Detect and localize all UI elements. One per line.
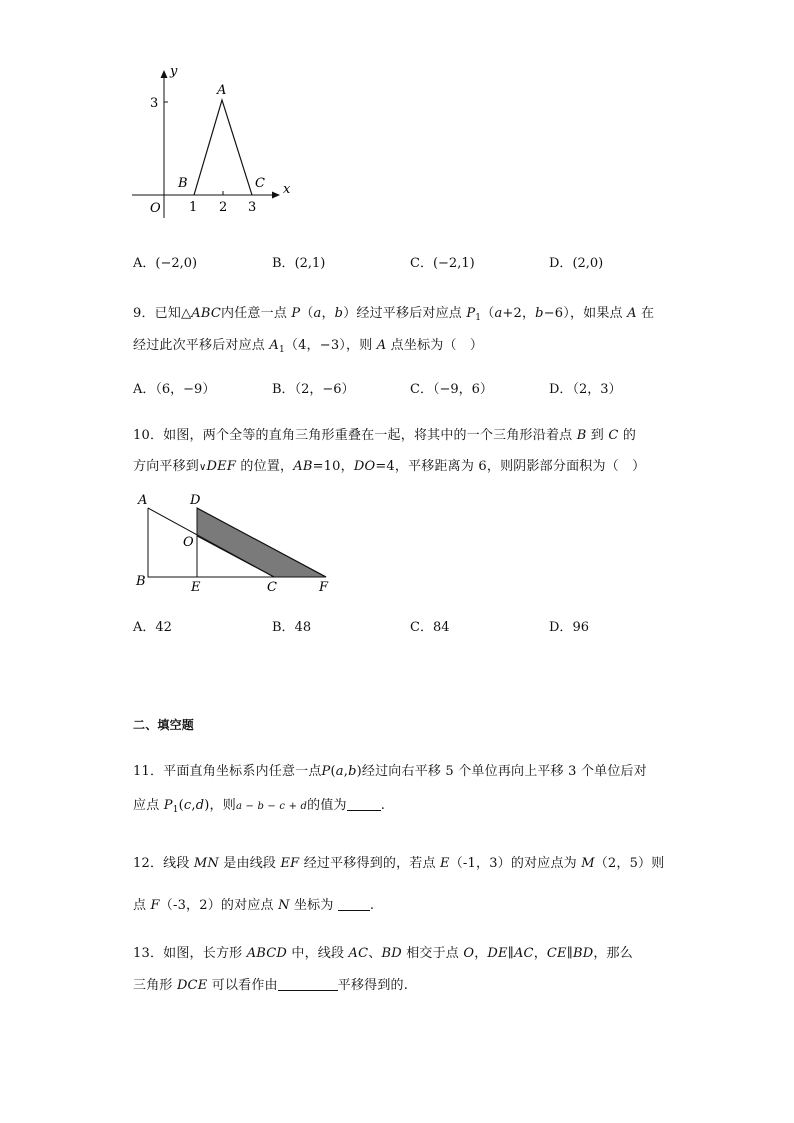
text-fragment: . (380, 798, 386, 813)
q8-option-a[interactable] (133, 252, 197, 271)
label-point-c: C (255, 176, 265, 191)
q8-option-b-text: (2,1) (294, 256, 326, 271)
text-fragment: 坐标为 (289, 898, 338, 913)
text-fragment: DCE (176, 978, 208, 993)
text-fragment: ( (178, 798, 184, 813)
text-fragment: b (535, 306, 544, 321)
text-fragment: 96 (572, 620, 589, 635)
text-fragment: 点坐标为（ ） (386, 338, 484, 353)
q8-option-c[interactable] (410, 252, 475, 271)
q10-option-a[interactable] (133, 616, 172, 635)
text-fragment: A (376, 338, 387, 353)
text-fragment: b (348, 764, 357, 779)
text-fragment: AC (513, 946, 534, 961)
text-fragment: 1 (278, 345, 285, 355)
text-fragment: C (608, 428, 619, 443)
text-fragment: ) (204, 798, 210, 813)
text-fragment: 应点 (133, 798, 164, 813)
label-tick-x1: 1 (189, 200, 198, 215)
text-fragment: =10， (312, 459, 354, 474)
text-fragment: ∨ (199, 462, 207, 473)
label-d: D (190, 493, 201, 508)
text-fragment: c (183, 798, 192, 813)
text-fragment: 内任意一点 (221, 306, 292, 321)
text-fragment: 、 (368, 946, 382, 961)
text-fragment: AB (293, 459, 313, 474)
text-fragment: M (581, 856, 595, 871)
text-fragment: A (269, 338, 279, 353)
q11-stem-line2 (133, 794, 385, 815)
text-fragment: P (163, 798, 173, 813)
label-tick-x3: 3 (248, 200, 257, 215)
text-fragment: ，则 (209, 798, 236, 813)
text-fragment: ）经过平移后对应点 (343, 306, 467, 321)
q13-answer-blank[interactable] (278, 978, 338, 991)
text-fragment: 是由线段 (218, 856, 281, 871)
text-fragment: BD (572, 946, 594, 961)
text-fragment: 经过向右平移 5 个单位再向上平移 3 个单位后对 (361, 764, 647, 779)
q13-stem-line1 (133, 942, 633, 961)
q10-option-b[interactable] (272, 616, 311, 635)
label-point-a: A (217, 83, 227, 98)
text-fragment: D． (549, 620, 573, 635)
q9-option-b[interactable] (272, 378, 355, 397)
text-fragment: B (576, 428, 587, 443)
x-axis-arrow (272, 192, 280, 199)
text-fragment: AC (348, 946, 369, 961)
q8-option-d-letter: D． (549, 256, 573, 271)
y-axis-arrow (161, 70, 168, 78)
text-fragment: ABC (191, 306, 222, 321)
label-e: E (191, 580, 201, 595)
text-fragment: N (278, 898, 290, 913)
q8-option-b[interactable] (272, 252, 325, 271)
label-point-b: B (178, 176, 188, 191)
q11-stem-line1 (133, 760, 647, 779)
text-fragment: 10．如图，两个全等的直角三角形重叠在一起，将其中的一个三角形沿着点 (133, 428, 577, 443)
text-fragment: 中，线段 (287, 946, 349, 961)
label-y: y (170, 64, 178, 79)
q10-option-c[interactable] (410, 616, 450, 635)
text-fragment: C． (410, 620, 433, 635)
text-fragment: 经过此次平移后对应点 (133, 338, 270, 353)
q8-option-d[interactable] (549, 252, 603, 271)
q9-option-c[interactable] (410, 378, 493, 397)
text-fragment: 9．已知△ (133, 306, 192, 321)
text-fragment: 相交于点 (401, 946, 464, 961)
text-fragment: B． (272, 620, 295, 635)
section-heading: 二、填空题 (133, 718, 195, 732)
text-fragment: 平移得到的. (337, 978, 409, 993)
text-fragment: F (150, 898, 160, 913)
q12-answer-blank[interactable] (338, 898, 370, 911)
text-fragment: C． (410, 382, 433, 397)
text-fragment: ∥ (507, 946, 514, 961)
text-fragment: DE (487, 946, 508, 961)
text-fragment: 1 (475, 313, 482, 323)
text-fragment: （-3，2）的对应点 (159, 898, 279, 913)
text-fragment: 三角形 (133, 978, 177, 993)
q12-stem-line1 (133, 852, 664, 871)
text-fragment: 点 (133, 898, 151, 913)
text-fragment: a (313, 306, 322, 321)
text-fragment: −6），如果点 (543, 306, 628, 321)
text-fragment: E (440, 856, 450, 871)
text-fragment: EF (280, 856, 300, 871)
text-fragment: A． (133, 382, 156, 397)
text-fragment: ) (356, 764, 362, 779)
text-fragment: =4，平移距离为 6，则阴影部分面积为（ ） (375, 459, 646, 474)
text-fragment: P (466, 306, 476, 321)
q10-stem-line2 (133, 455, 645, 474)
text-fragment: （ (300, 306, 314, 321)
text-fragment: O (463, 946, 475, 961)
q9-stem-line1 (133, 302, 654, 323)
q10-option-d[interactable] (549, 616, 589, 635)
text-fragment: . (369, 898, 375, 913)
q9-option-a[interactable] (133, 378, 215, 397)
text-fragment: a (494, 306, 503, 321)
text-fragment: d (195, 798, 205, 813)
text-fragment: 可以看作由 (207, 978, 278, 993)
text-fragment: a (335, 764, 344, 779)
label-f: F (319, 580, 329, 595)
text-fragment: 到 (586, 428, 609, 443)
triangles-figure (130, 488, 340, 598)
coordinate-figure (128, 60, 298, 220)
text-fragment: ，那么 (593, 946, 633, 961)
text-fragment: 12．线段 (133, 856, 194, 871)
text-fragment: 的 (618, 428, 637, 443)
q8-option-a-letter: A． (133, 256, 156, 271)
text-fragment: A (627, 306, 637, 321)
q8-option-a-text: (−2,0) (155, 256, 198, 271)
text-fragment: BD (381, 946, 402, 961)
text-fragment: DO (353, 459, 376, 474)
text-fragment: （2，5）则 (594, 856, 665, 871)
q8-option-c-letter: C． (410, 256, 433, 271)
q10-stem-line1 (133, 424, 636, 443)
text-fragment: ABCD (246, 946, 288, 961)
text-fragment: 在 (636, 306, 655, 321)
text-fragment: P (291, 306, 301, 321)
text-fragment: ， (321, 306, 335, 321)
text-fragment: ， (474, 946, 488, 961)
text-fragment: 13．如图，长方形 (133, 946, 247, 961)
text-fragment: a − b − c + d (235, 801, 308, 812)
label-c: C (267, 580, 277, 595)
label-tick-y3: 3 (150, 96, 159, 111)
label-tick-x2: 2 (219, 200, 228, 215)
label-o: O (183, 535, 194, 550)
text-fragment: CE (546, 946, 567, 961)
text-fragment: 48 (294, 620, 312, 635)
text-fragment: 1 (172, 805, 179, 815)
triangle-abc (194, 100, 252, 195)
text-fragment: （ (481, 306, 495, 321)
text-fragment: 的位置， (236, 459, 294, 474)
text-fragment: b (334, 306, 344, 321)
q12-stem-line2 (133, 894, 374, 913)
text-fragment: （4，−3），则 (284, 338, 377, 353)
q9-stem-line2 (133, 334, 483, 355)
text-fragment: 84 (432, 620, 450, 635)
text-fragment: （2，−6） (294, 382, 355, 397)
q9-option-d[interactable] (549, 378, 621, 397)
text-fragment: 42 (155, 620, 172, 635)
text-fragment: 11．平面直角坐标系内任意一点 (133, 764, 322, 779)
label-a: A (138, 493, 148, 508)
text-fragment: （6，−9） (155, 382, 216, 397)
text-fragment: DEF (206, 459, 237, 474)
label-x: x (283, 182, 291, 197)
text-fragment: 经过平移得到的，若点 (299, 856, 441, 871)
text-fragment: MN (193, 856, 219, 871)
text-fragment: 的值为 (307, 798, 347, 813)
q8-option-b-letter: B． (272, 256, 295, 271)
text-fragment: （2，3） (572, 382, 622, 397)
label-b: B (136, 574, 146, 589)
q8-option-c-text: (−2,1) (432, 256, 475, 271)
label-origin: O (150, 201, 161, 216)
text-fragment: , (343, 764, 349, 779)
text-fragment: ， (533, 946, 547, 961)
text-fragment: A． (133, 620, 156, 635)
text-fragment: ∥ (566, 946, 573, 961)
text-fragment: （−9，6） (432, 382, 493, 397)
text-fragment: +2， (502, 306, 536, 321)
text-fragment: P (321, 764, 331, 779)
q11-answer-blank[interactable] (347, 798, 381, 811)
text-fragment: ( (330, 764, 336, 779)
text-fragment: 方向平移到 (133, 459, 200, 474)
text-fragment: B． (272, 382, 295, 397)
text-fragment: , (191, 798, 196, 813)
text-fragment: （-1，3）的对应点为 (449, 856, 582, 871)
text-fragment: D． (549, 382, 573, 397)
q13-stem-line2 (133, 974, 408, 993)
q8-option-d-text: (2,0) (572, 256, 604, 271)
